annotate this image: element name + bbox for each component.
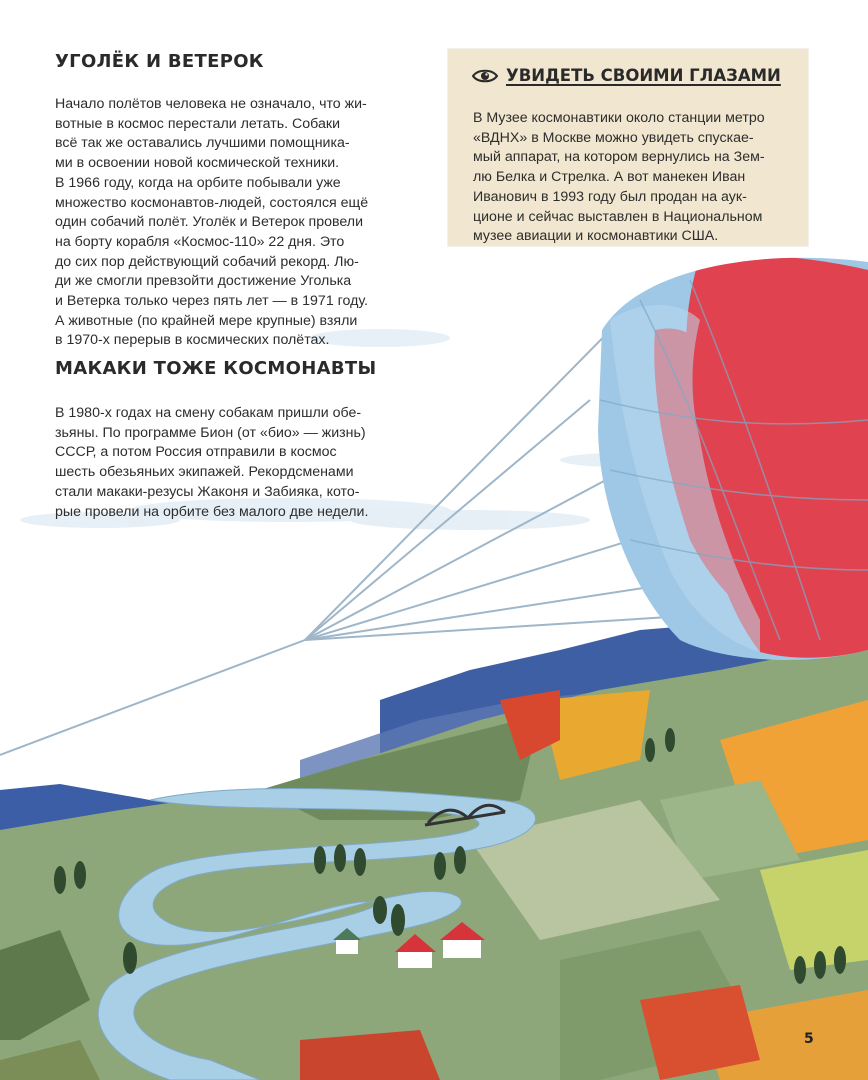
text-line: зьяны. По программе Бион (от «био» — жизнь) [55,424,366,441]
section-uglek-veterok-text [55,95,415,351]
text-line: в 1970-х перерыв в космических полётах. [55,332,330,349]
text-line: Начало полётов человека не означало, что жи- [55,96,367,112]
text-line: «ВДНХ» в Москве можно увидеть спускае- [473,129,754,146]
text-line: лю Белка и Стрелка. А вот манекен Иван [473,169,746,186]
text-line: Иванович в 1993 году был продан на аук- [473,188,747,205]
parachute-canopy [598,254,868,660]
text-line: на борту корабля «Космос-110» 22 дня. Это [55,233,345,250]
text-line: музее авиации и космонавтики США. [473,228,719,245]
text-line: один собачий полёт. Уголёк и Ветерок провели [55,214,364,231]
text-line: ди же смогли превзойти достижение Уголька [55,273,352,290]
text-line: шесть обезьяньих экипажей. Рекордсменами [55,464,354,481]
eye-icon [472,68,498,84]
text-line: всё так же оставались лучшими помощника- [55,135,350,152]
text-line: В 1966 году, когда на орбите побывали уже [55,174,341,191]
text-line: СССР, а потом Россия отправили в космос [55,444,337,461]
text-line: ми в освоении новой космической техники. [55,155,340,172]
section-heading: МАКАКИ ТОЖЕ КОСМОНАВТЫ [55,358,377,379]
text-line: вотные в космос перестали летать. Собаки [55,115,340,132]
see-with-own-eyes-box [448,49,808,246]
section-heading: УГОЛЁК И ВЕТЕРОК [55,51,264,72]
text-line: рые провели на орбите без малого две недели. [55,503,369,520]
section-uglek-veterok [55,51,264,72]
paragraph [55,95,415,351]
text-line: и Ветерка только через пять лет — в 1971 году. [55,293,368,310]
text-line: В Музее космонавтики около станции метро [473,110,765,126]
text-line: мый аппарат, на котором вернулись на Зем- [473,149,765,166]
text-line: В 1980-х годах на смену собакам пришли обе- [55,405,362,421]
box-title-row [472,66,781,85]
text-line: А животные (по крайней мере крупные) взяли [55,312,358,329]
section-makaki-text [55,404,415,522]
box-paragraph [473,109,793,247]
box-title: УВИДЕТЬ СВОИМИ ГЛАЗАМИ [506,66,781,85]
section-makaki [55,358,376,379]
text-line: множество космонавтов-людей, состоялся ещё [55,194,369,211]
page-number: 5 [804,1031,814,1047]
paragraph [55,404,415,522]
text-line: ционе и сейчас выставлен в Национальном [473,208,763,225]
text-line: стали макаки-резусы Жаконя и Забияка, кото- [55,483,360,500]
text-line: до сих пор действующий собачий рекорд. Лю- [55,253,359,270]
